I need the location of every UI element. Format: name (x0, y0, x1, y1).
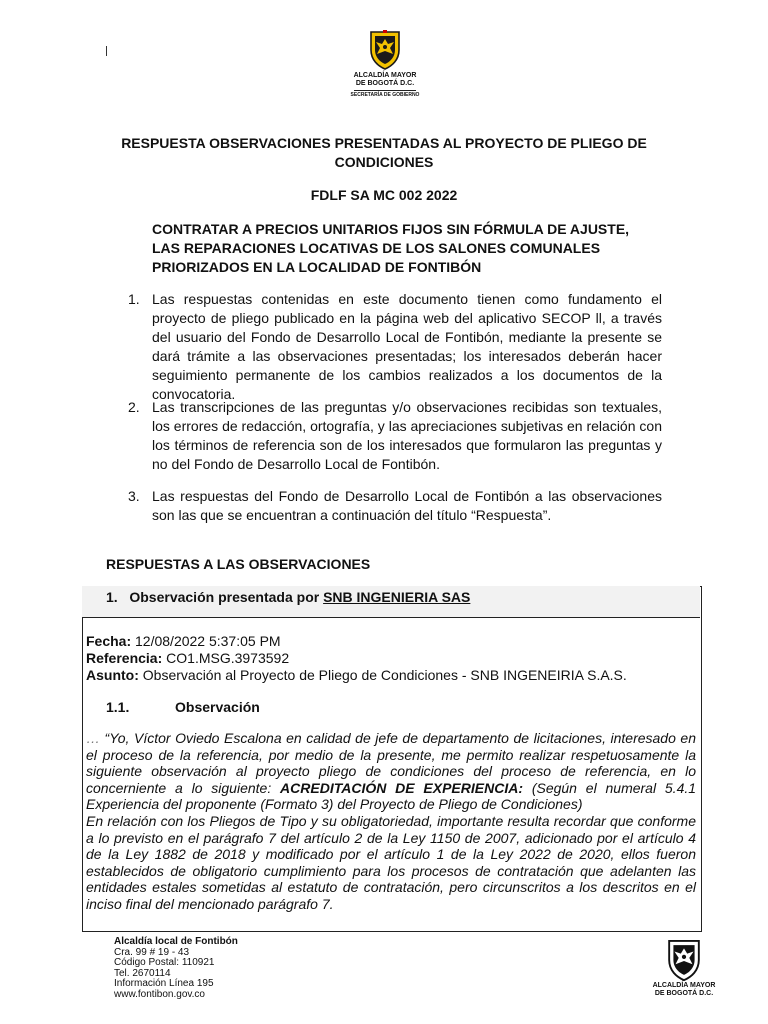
quote-ellipsis: … (86, 730, 100, 746)
fecha-label: Fecha: (86, 633, 132, 649)
margin-mark (106, 46, 107, 56)
quote-after-bold: (Según el numeral 5.4.1 Experiencia del proponente (Formato 3) del Proyecto de Pliego de Condiciones) (86, 779, 697, 813)
referencia-label: Referencia: (86, 650, 163, 666)
footer-address: Cra. 99 # 19 - 43 (114, 946, 190, 958)
observation-company: SNB INGENIERIA SAS (323, 589, 471, 605)
contract-subject: CONTRATAR A PRECIOS UNITARIOS FIJOS SIN FÓRMULA DE AJUSTE, LAS REPARACIONES LOCATIVAS DE LOS SALONES COMUNALES PRIORIZADOS EN LA LOCALIDAD DE FONTIBÓN (152, 221, 630, 275)
bogota-crest-icon (666, 938, 702, 982)
footer-phone: Tel. 2670114 (114, 967, 171, 979)
title-line-2: CONDICIONES (334, 154, 434, 170)
meta-fecha (86, 633, 696, 650)
fecha-value: 12/08/2022 5:37:05 PM (135, 633, 281, 649)
list-item (128, 290, 662, 404)
logo-line-3: SECRETARÍA DE GOBIERNO (350, 92, 420, 98)
subsection-title: Observación (175, 699, 260, 715)
quote-body: En relación con los Pliegos de Tipo y su obligatoriedad, importante resulta recordar que conforme a lo previsto en el parágrafo 7 del artículo 2 de la Ley 1150 de 2007, adicionado por el artículo 4 de la Ley 1882 de 2018 y modificado por el artículo 1 de la Ley 2022 de 2020, ellos fueron establecidos de obligatorio cumplimiento para los procesos de contratación que adelanten las entidades estales sometidas al estatuto de contratación, pero circunscritos a los descritos en el inciso final del mencionado parágrafo 7. (86, 812, 696, 912)
observation-header (106, 589, 470, 605)
asunto-label: Asunto: (86, 667, 139, 683)
title-line-1: RESPUESTA OBSERVACIONES PRESENTADAS AL PROYECTO DE PLIEGO DE (121, 135, 647, 151)
observation-label: Observación presentada por (129, 589, 320, 605)
process-code: FDLF SA MC 002 2022 (310, 187, 458, 203)
observation-number: 1. (106, 589, 118, 605)
quote-bold-heading: ACREDITACIÓN DE EXPERIENCIA: (280, 779, 523, 796)
list-item (128, 398, 662, 474)
list-item-text: Las respuestas contenidas en este documento tienen como fundamento el proyecto de pliego publicado en la página web del aplicativo SECOP ll, a través del usuario del Fondo de Desarrollo Local de Fontibón, mediante la presente se dará trámite a las observaciones presentadas; los interesados deberán hacer seguimiento permanente de los cambios realizados a los documentos de la convocatoria. (152, 291, 662, 402)
meta-asunto (86, 667, 696, 684)
footer-info-line: Información Línea 195 (114, 978, 214, 989)
footer-contact (114, 937, 238, 1000)
footer-logo-line-1: ALCALDÍA MAYOR (652, 982, 716, 989)
footer-logo-line-2: DE BOGOTÁ D.C. (654, 990, 714, 997)
footer-website: www.fontibon.gov.co (114, 988, 205, 1000)
footer-postal: Código Postal: 110921 (114, 957, 215, 968)
list-item (128, 487, 662, 525)
logo-divider (354, 90, 416, 91)
list-item-text: Las respuestas del Fondo de Desarrollo Local de Fontibón a las observaciones son las que se encuentran a continuación del título “Respuesta”. (152, 488, 662, 523)
header-logo (340, 30, 430, 98)
logo-line-2: DE BOGOTÁ D.C. (355, 80, 415, 87)
asunto-value: Observación al Proyecto de Pliego de Condiciones - SNB INGENEIRIA S.A.S. (142, 667, 627, 683)
quote-intro: “Yo, Víctor Oviedo Escalona en calidad de jefe de departamento de licitaciones, interesado en el proceso de la referencia, por medio de la presente, me permito realizar respetuosamente la siguiente observación al proyecto pliego de condiciones del proceso de referencia, en lo concerniente a lo siguiente: (86, 730, 696, 796)
logo-line-1: ALCALDÍA MAYOR (353, 72, 417, 79)
document-title (100, 134, 668, 172)
list-item-number: 2. (128, 399, 140, 415)
footer-office: Alcaldía local de Fontibón (114, 936, 238, 947)
list-item-number: 1. (128, 291, 140, 307)
subsection-number: 1.1. (106, 699, 130, 715)
section-heading: RESPUESTAS A LAS OBSERVACIONES (106, 556, 371, 572)
referencia-value: CO1.MSG.3973592 (166, 650, 290, 666)
footer-logo (642, 938, 726, 998)
list-item-number: 3. (128, 488, 140, 504)
list-item-text: Las transcripciones de las preguntas y/o observaciones recibidas son textuales, los errores de redacción, ortografía, y las apreciaciones subjetivas en relación con los términos de referencia son de los interesados que formularon las preguntas y no del Fondo de Desarrollo Local de Fontibón. (152, 399, 662, 472)
bogota-crest-icon (368, 30, 402, 70)
observation-quote (86, 730, 696, 913)
meta-referencia (86, 650, 696, 667)
